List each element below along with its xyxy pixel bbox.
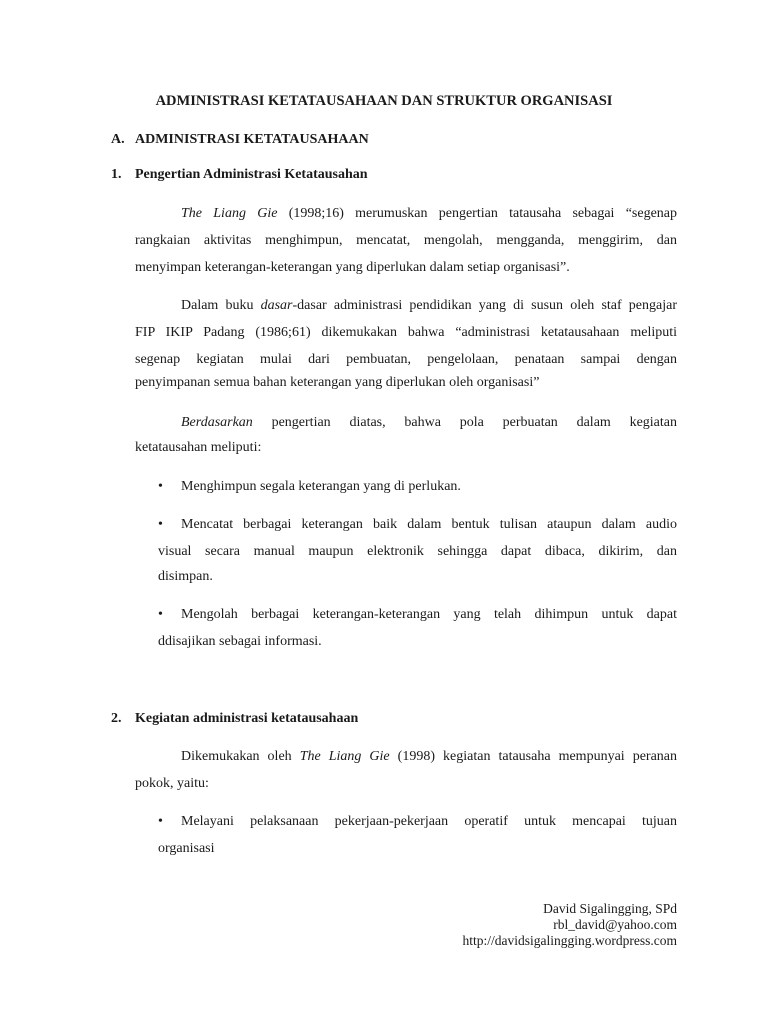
text: Mencatat berbagai keterangan baik dalam bentuk tulisan ataupun dalam audio [181,517,677,532]
bullet-continuation [158,633,322,651]
author-name: David Sigalingging, SPd [543,901,677,916]
text: segenap kegiatan mulai dari pembuatan, pengelolaan, penataan sampai dengan [135,352,677,367]
text: visual secara manual maupun elektronik sehingga dapat dibaca, dikirim, dan [158,544,677,559]
bullet-item [158,516,677,534]
paragraph-line [135,439,261,457]
bullet-continuation [158,840,215,858]
paragraph-line [181,297,677,315]
text: FIP IKIP Padang (1986;61) dikemukakan bahwa “administrasi ketatausahaan meliputi [135,325,677,340]
paragraph-line [135,232,677,250]
text: (1998;16) merumuskan pengertian tatausaha sebagai “segenap [277,206,677,221]
bullet-item [158,478,461,496]
section-heading [111,131,369,149]
text: -dasar administrasi pendidikan yang di susun oleh staf pengajar [292,298,677,313]
text: Pengertian Administrasi Ketatausahan [135,167,368,182]
bullet-item [158,606,677,624]
text: Menghimpun segala keterangan yang di perlukan. [181,479,461,494]
paragraph-line [135,775,209,793]
italic-text: The Liang Gie [299,749,390,764]
bullet-icon: • [158,814,163,829]
paragraph-line [135,324,677,342]
text: Melayani pelaksanaan pekerjaan-pekerjaan operatif untuk mencapai tujuan [181,814,677,829]
text: organisasi [158,841,215,856]
bullet-continuation [158,543,677,561]
text: Dikemukakan oleh [181,749,300,764]
section-heading [111,710,358,728]
heading-number: 2. [111,711,122,726]
heading-number: 1. [111,167,122,182]
bullet-icon: • [158,479,163,494]
italic-text: Berdasarkan [181,415,253,430]
paragraph-line [135,351,677,369]
text: Dalam buku [181,298,261,313]
author-email: rbl_david@yahoo.com [553,917,677,932]
text: disimpan. [158,569,213,584]
bullet-item [158,813,677,831]
paragraph-line [135,374,539,392]
text: ADMINISTRASI KETATAUSAHAAN [135,132,369,147]
text: pokok, yaitu: [135,776,209,791]
italic-text: dasar [260,298,293,313]
paragraph-line [181,205,677,223]
paragraph-line [135,259,570,277]
author-website[interactable]: http://davidsigalingging.wordpress.com [462,933,677,948]
text: penyimpanan semua bahan keterangan yang diperlukan oleh organisasi” [135,375,540,390]
paragraph-line [181,414,677,432]
text: pengertian diatas, bahwa pola perbuatan dalam kegiatan [252,415,677,430]
bullet-icon: • [158,517,163,532]
text: Mengolah berbagai keterangan-keterangan yang telah dihimpun untuk dapat [181,607,677,622]
text: menyimpan keterangan-keterangan yang diperlukan dalam setiap organisasi”. [135,260,570,275]
text: Kegiatan administrasi ketatausahaan [135,711,359,726]
text: ketatausahan meliputi: [135,440,262,455]
paragraph-line [181,748,677,766]
section-heading [111,166,368,184]
bullet-continuation [158,568,213,586]
italic-text: The Liang Gie [181,206,278,221]
heading-number: A. [111,132,125,147]
bullet-icon: • [158,607,163,622]
text: rangkaian aktivitas menghimpun, mencatat, mengolah, mengganda, menggirim, dan [135,233,677,248]
text: ddisajikan sebagai informasi. [158,634,322,649]
text: (1998) kegiatan tatausaha mempunyai peranan [389,749,677,764]
document-title: ADMINISTRASI KETATAUSAHAAN DAN STRUKTUR ORGANISASI [155,93,613,109]
